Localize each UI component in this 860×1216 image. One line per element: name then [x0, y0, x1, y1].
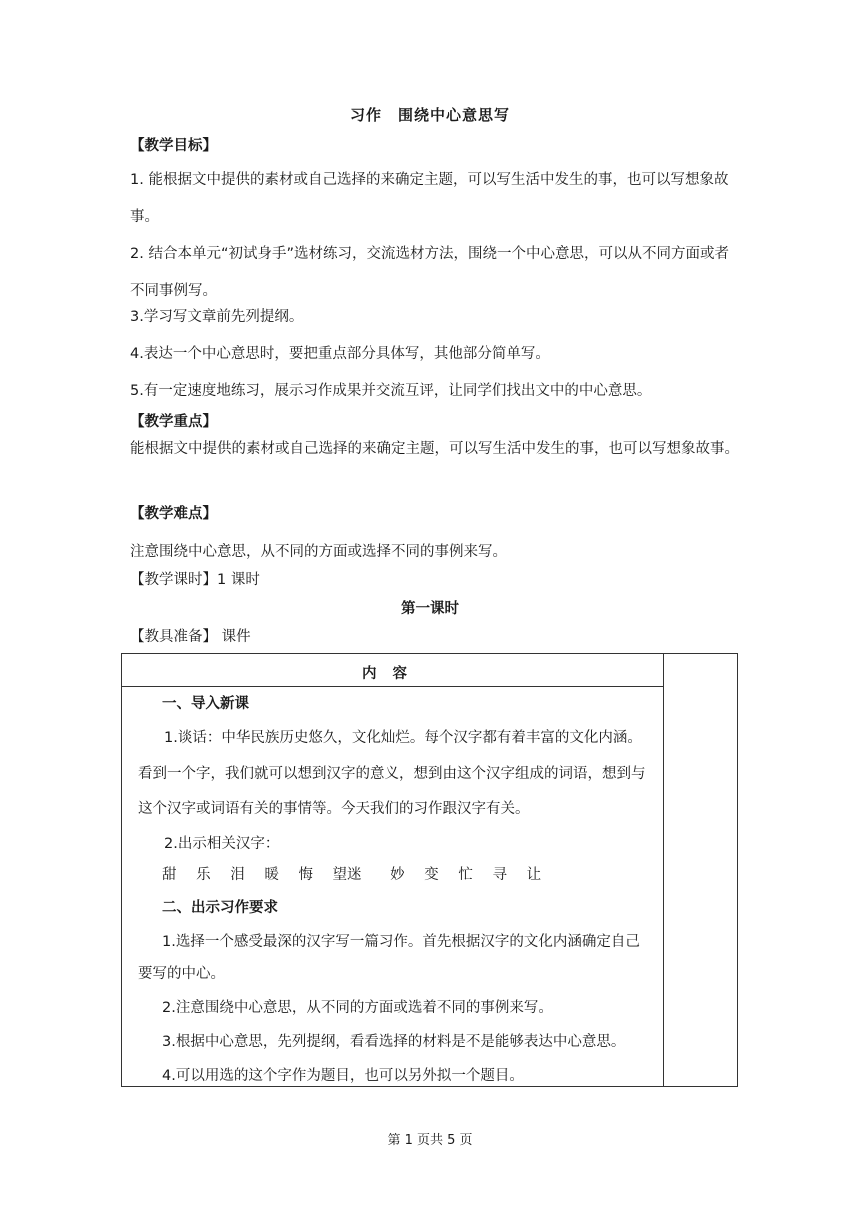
goal-item-4: 4.表达一个中心意思时，要把重点部分具体写，其他部分简单写。 — [130, 346, 550, 362]
section-intro-title: 一、导入新课 — [162, 696, 249, 712]
table-header-divider — [122, 686, 663, 687]
character-item: 寻 — [492, 867, 507, 883]
intro-item-2: 2.出示相关汉字： — [164, 836, 280, 852]
character-item: 悔 — [298, 867, 313, 883]
page-footer: 第 1 页共 5 页 — [387, 1133, 473, 1148]
character-item: 暖 — [264, 867, 279, 883]
class-hours: 【教学课时】1 课时 — [130, 572, 260, 588]
teaching-materials: 【教具准备】 课件 — [130, 629, 251, 645]
goal-item-3: 3.学习写文章前先列提纲。 — [130, 309, 304, 325]
intro-item-1-line-3: 这个汉字或词语有关的事情等。今天我们的习作跟汉字有关。 — [138, 801, 530, 817]
goal-item-2: 2. 结合本单元“初试身手”选材练习，交流选材方法，围绕一个中心意思，可以从不同方面或者不同事例写。 — [130, 246, 729, 299]
table-header-content: 内容 — [362, 666, 423, 682]
section-requirements-title: 二、出示习作要求 — [162, 900, 278, 916]
goal-item-5: 5.有一定速度地练习，展示习作成果并交流互评，让同学们找出文中的中心意思。 — [130, 383, 652, 399]
page-title: 习作 围绕中心意思写 — [349, 106, 510, 124]
character-list — [162, 863, 556, 884]
requirement-1-line-2: 要写的中心。 — [138, 966, 225, 982]
character-item: 甜 — [162, 867, 177, 883]
intro-item-1-line-1: 1.谈话：中华民族历史悠久，文化灿烂。每个汉字都有着丰富的文化内涵。 — [164, 730, 642, 746]
goal-item-1: 1. 能根据文中提供的素材或自己选择的来确定主题，可以写生活中发生的事，也可以写想象故事。 — [130, 172, 729, 225]
character-item: 乐 — [196, 867, 211, 883]
lesson-title: 第一课时 — [401, 601, 459, 617]
table-column-divider — [663, 654, 664, 1086]
requirement-3: 3.根据中心意思，先列提纲，看看选择的材料是不是能够表达中心意思。 — [162, 1034, 626, 1050]
requirement-1-line-1: 1.选择一个感受最深的汉字写一篇习作。首先根据汉字的文化内涵确定自己 — [162, 934, 640, 950]
character-item: 让 — [526, 867, 542, 883]
key-points-text: 能根据文中提供的素材或自己选择的来确定主题，可以写生活中发生的事，也可以写想象故事。 — [130, 441, 739, 457]
character-item: 忙 — [458, 867, 473, 883]
difficulties-heading: 【教学难点】 — [130, 506, 217, 522]
content-table — [121, 653, 738, 1087]
intro-item-1-line-2: 看到一个字，我们就可以想到汉字的意义，想到由这个汉字组成的词语，想到与 — [138, 766, 646, 782]
requirement-4: 4.可以用选的这个字作为题目，也可以另外拟一个题目。 — [162, 1068, 524, 1084]
goals-heading: 【教学目标】 — [130, 138, 217, 154]
difficulties-text: 注意围绕中心意思，从不同的方面或选择不同的事例来写。 — [130, 544, 507, 560]
requirement-2: 2.注意围绕中心意思，从不同的方面或选着不同的事例来写。 — [162, 1000, 553, 1016]
character-item: 变 — [424, 867, 439, 883]
key-points-heading: 【教学重点】 — [130, 414, 217, 430]
character-item: 泪 — [230, 867, 245, 883]
character-item: 望迷 — [332, 867, 362, 883]
character-item: 妙 — [390, 867, 405, 883]
